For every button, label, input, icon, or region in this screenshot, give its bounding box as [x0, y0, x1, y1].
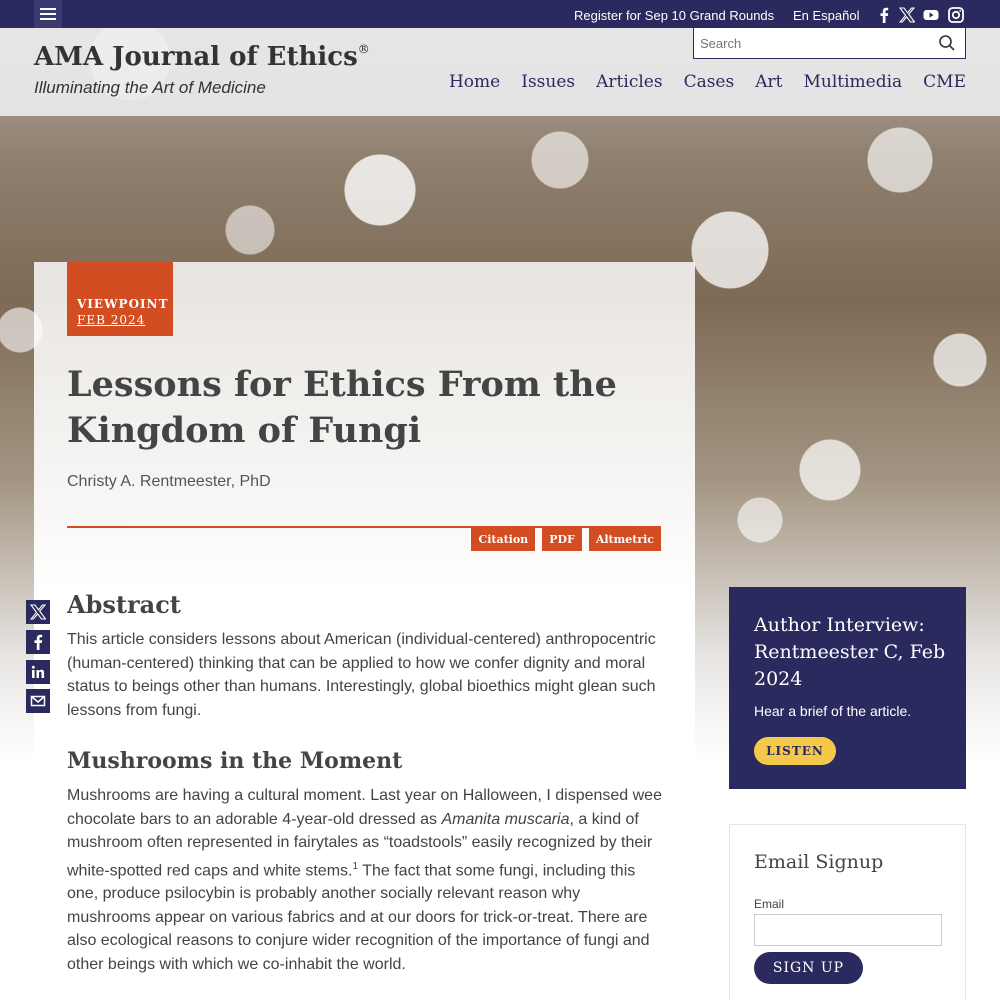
search-input[interactable]	[694, 29, 938, 57]
altmetric-button[interactable]: Altmetric	[589, 527, 661, 551]
article-tools	[471, 527, 661, 551]
trademark: ®	[357, 42, 370, 56]
email-signup-title: Email Signup	[754, 851, 884, 873]
citation-button[interactable]: Citation	[471, 527, 535, 551]
sign-up-button[interactable]: SIGN UP	[754, 952, 863, 984]
grand-rounds-link[interactable]: Register for Sep 10 Grand Rounds	[574, 8, 775, 23]
x-share-icon[interactable]	[26, 600, 50, 624]
x-icon[interactable]	[899, 7, 915, 23]
instagram-icon[interactable]	[948, 7, 964, 23]
article-author[interactable]: Christy A. Rentmeester, PhD	[67, 473, 271, 490]
article-type-tag	[67, 262, 173, 336]
interview-title[interactable]: Author Interview: Rentmeester C, Feb 2024	[754, 614, 946, 690]
issue-date-link[interactable]: FEB 2024	[77, 313, 146, 327]
email-signup-box	[729, 824, 966, 1000]
nav-issues[interactable]: Issues	[521, 72, 576, 92]
nav-articles[interactable]: Articles	[596, 72, 663, 92]
facebook-share-icon[interactable]	[26, 630, 50, 654]
email-label: Email	[754, 897, 785, 911]
site-tagline: Illuminating the Art of Medicine	[34, 78, 266, 97]
search-box	[693, 28, 966, 59]
site-title[interactable]: AMA Journal of Ethics®	[34, 42, 370, 72]
listen-button[interactable]: LISTEN	[754, 737, 836, 765]
interview-subtitle: Hear a brief of the article.	[754, 703, 912, 719]
linkedin-share-icon[interactable]	[26, 660, 50, 684]
footnote-ref[interactable]: 1	[352, 860, 359, 872]
site-header	[0, 28, 1000, 116]
nav-art[interactable]: Art	[755, 72, 783, 92]
email-share-icon[interactable]	[26, 689, 50, 713]
espanol-link[interactable]: En Español	[793, 8, 860, 23]
abstract-heading: Abstract	[67, 590, 181, 619]
youtube-icon[interactable]	[923, 7, 939, 23]
email-field[interactable]	[754, 914, 942, 946]
article-card	[34, 262, 695, 1000]
pdf-button[interactable]: PDF	[542, 527, 582, 551]
article-paragraph: Mushrooms are having a cultural moment. Last year on Halloween, I dispensed wee chocolate bars to an adorable 4-year-old dressed as Amanita muscaria, a kind of mushroom often represented in fairytales as “toadstools” easily recognized by their white-spotted red caps and white stems.$^1$ The fact that some fungi, including this one, produce psilocybin is probably another socially relevant reason why mushrooms appear on various fabrics and at our doors for trick-or-treat. There are also ecological reasons to conjure wider recognition of the importance of fungi and other beings with which we co-inhabit the world.	[67, 787, 662, 973]
abstract-text: This article considers lessons about American (individual-centered) anthropocentric (human-centered) thinking that can be applied to how we confer dignity and moral status to beings other than humans. Interestingly, global bioethics might glean such lessons from fungi.	[67, 631, 656, 719]
author-interview-box	[729, 587, 966, 789]
nav-cme[interactable]: CME	[923, 72, 966, 92]
top-bar	[0, 0, 1000, 28]
nav-cases[interactable]: Cases	[683, 72, 735, 92]
nav-multimedia[interactable]: Multimedia	[803, 72, 903, 92]
section-heading: Mushrooms in the Moment	[67, 748, 403, 774]
article-title: Lessons for Ethics From the Kingdom of Fungi	[67, 364, 617, 451]
hamburger-menu-icon[interactable]	[34, 0, 62, 28]
article-type: VIEWPOINT	[77, 297, 169, 311]
main-nav	[449, 72, 966, 92]
search-icon[interactable]	[938, 34, 956, 52]
nav-home[interactable]: Home	[448, 72, 501, 92]
facebook-icon[interactable]	[876, 7, 892, 23]
